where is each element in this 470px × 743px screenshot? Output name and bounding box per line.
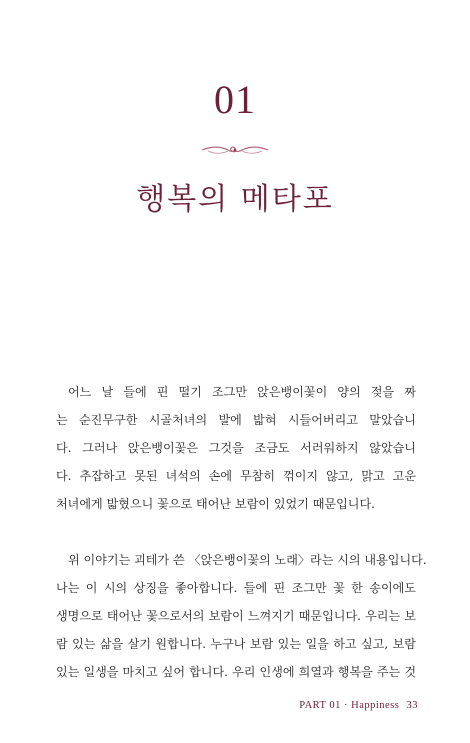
text-line: 있는 일생을 마치고 싶어 합니다. 우리 인생에 희열과 행복을 주는 것 (56, 665, 416, 679)
text-line: 나는 이 시의 상징을 좋아합니다. 들에 핀 조그만 꽃 한 송이에도 (56, 581, 416, 595)
text-line: 다. 추잡하고 못된 녀석의 손에 무참히 꺾이지 않고, 맑고 고운 (56, 469, 416, 483)
running-footer (295, 700, 418, 711)
paragraph (56, 546, 427, 686)
body-text (56, 378, 427, 686)
text-line: 다. 그러나 앉은뱅이꽃은 그것을 조금도 서러워하지 않았습니 (56, 441, 416, 455)
page-number: 33 (406, 700, 418, 711)
text-line: 어느 날 들에 핀 떨기 조그만 앉은뱅이꽃이 양의 젖을 짜 (68, 385, 416, 399)
paragraph-gap (56, 518, 416, 546)
text-line: 처녀에게 밟혔으니 꽃으로 태어난 보람이 있었기 때문입니다. (56, 497, 375, 511)
text-line: 생명으로 태어난 꽃으로서의 보람이 느껴지기 때문입니다. 우리는 보 (56, 609, 416, 623)
paragraph (56, 378, 416, 518)
text-line: 람 있는 삶을 살기 원합니다. 누구나 보람 있는 일을 하고 싶고, 보람 (56, 637, 416, 651)
chapter-number: 01 (214, 77, 256, 122)
chapter-title: 행복의 메타포 (136, 182, 334, 217)
text-line: 위 이야기는 괴테가 쓴 〈앉은뱅이꽃의 노래〉라는 시의 내용입니다. (68, 553, 427, 567)
text-line: 는 순진무구한 시골처녀의 발에 밟혀 시들어버리고 말았습니 (56, 413, 416, 427)
ornament-divider-icon (200, 142, 270, 158)
footer-part-label: PART 01 · Happiness (299, 700, 400, 711)
